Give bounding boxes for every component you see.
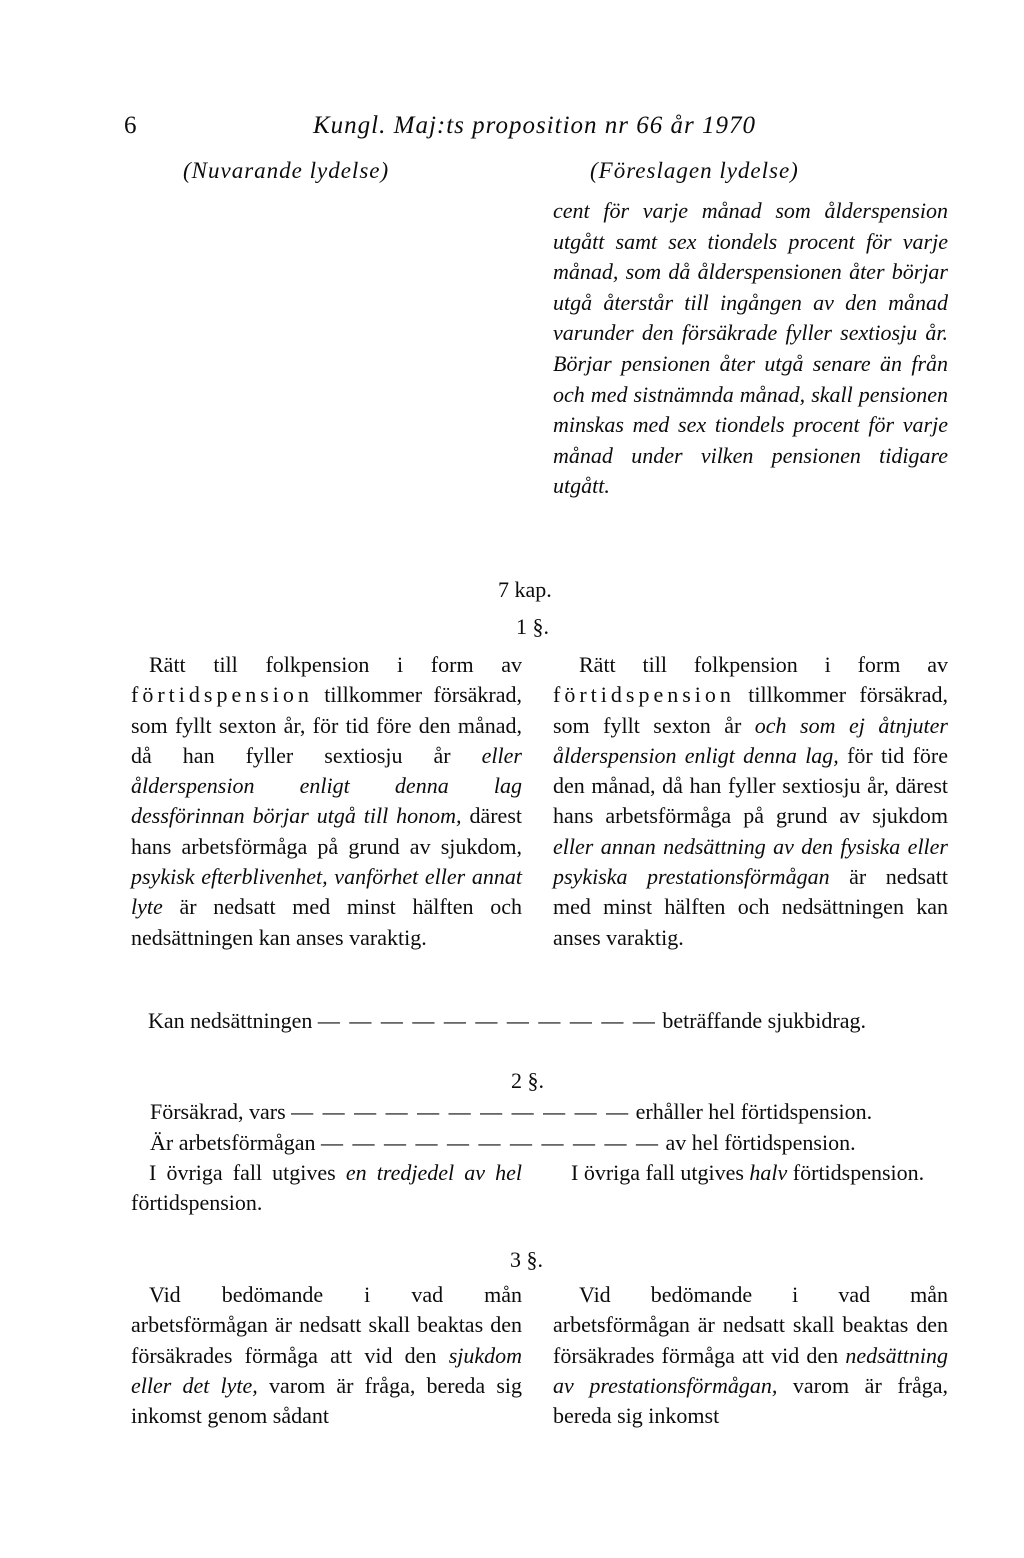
s2-left-italic: en tredjedel av hel: [345, 1160, 522, 1185]
section-2-shared-lines: [150, 1097, 872, 1158]
s2-line2-end: av hel förtidspension.: [665, 1129, 856, 1155]
s1-left-lead: Rätt till folkpension i form av: [149, 652, 522, 677]
s2-line1-end: erhåller hel förtidspension.: [635, 1099, 873, 1124]
s1-right-after: tillkommer försäkrad, som fyllt sexton år: [553, 682, 948, 738]
continuation-paragraph: [553, 196, 948, 502]
left-column-heading: (Nuvarande lydelse): [183, 158, 390, 183]
s2-left-tail: förtidspension.: [131, 1190, 263, 1216]
s2-right-italic: halv: [749, 1160, 788, 1185]
section-2-heading: 2 §.: [511, 1068, 544, 1093]
s2-line2-start: Är arbetsförmågan: [150, 1129, 316, 1155]
s3-left-lead: Vid bedömande i vad mån arbetsförmågan är nedsatt skall beaktas den försäkrades förmåga att vid den: [131, 1282, 522, 1368]
section-1-left: [131, 650, 522, 953]
s2-line1-dashes: — — — — — — — — — — —: [291, 1099, 631, 1124]
section-3-left: [131, 1280, 522, 1431]
s1-right-italic-2: eller annan nedsättning av den fysiska eller psykiska prestationsförmågan: [553, 833, 948, 890]
continuation-text: cent för varje månad som ålderspension utgått samt sex tiondels procent för varje månad, som då ålderspensionen åter börjar utgå återstår till ingången av den månad varunder den försäkrade fyller sextiosju år. Börjar pensionen åter utgå senare än från och med sistnämnda månad, skall pensionen minskas med sex tiondels procent för varje månad under vilken pensionen tidigare utgått.: [553, 198, 948, 499]
s1-left-mid: därest hans arbetsförmåga på grund av sjukdom,: [131, 803, 522, 859]
s1-right-mid: för tid före den månad, då han fyller sextiosju år, därest hans arbetsförmåga på grund av sjukdom: [553, 742, 948, 829]
page-number: 6: [124, 112, 138, 139]
s3-right-italic: nedsättning av prestationsförmågan,: [553, 1342, 948, 1398]
s1-shared-end: beträffande sjukbidrag.: [662, 1008, 866, 1033]
s1-left-after: tillkommer försäkrad, som fyllt sexton år, för tid före den månad, då han fyller sextiosju år: [131, 682, 522, 768]
s2-right-lead: I övriga fall utgives: [571, 1160, 744, 1185]
right-column-heading: (Föreslagen lydelse): [590, 158, 799, 183]
section-3-right: [553, 1280, 948, 1431]
s3-right-lead: Vid bedömande i vad mån arbetsförmågan är nedsatt skall beaktas den försäkrades förmåga att vid den: [553, 1282, 948, 1368]
s2-line2-dashes: — — — — — — — — — — —: [321, 1129, 661, 1155]
s1-right-lead: Rätt till folkpension i form av: [579, 652, 948, 677]
section-1-heading: 1 §.: [516, 614, 549, 639]
s1-left-spaced: förtidspension: [131, 682, 313, 708]
s1-left-tail: är nedsatt med minst hälften och nedsättningen kan anses varaktig.: [131, 894, 522, 950]
s3-right-tail: varom är fråga, bereda sig inkomst: [553, 1372, 949, 1429]
section-1-right: [553, 650, 948, 953]
s1-right-spaced: förtidspension: [553, 682, 735, 708]
s3-left-tail: varom är fråga, bereda sig inkomst genom sådant: [131, 1372, 522, 1429]
s2-line1-start: Försäkrad, vars: [150, 1099, 286, 1124]
s3-left-italic: sjukdom eller det lyte,: [131, 1342, 523, 1398]
section-2-right: [553, 1158, 948, 1188]
s1-right-tail: är nedsatt med minst hälften och nedsättningen kan anses varaktig.: [553, 864, 949, 950]
s1-left-italic-2: psykisk efterblivenhet, vanförhet eller annat lyte: [131, 864, 522, 920]
s1-right-italic-1: och som ej åtnjuter ålderspension enligt denna lag,: [553, 712, 948, 768]
chapter-label: 7 kap.: [498, 577, 552, 602]
s1-shared-start: Kan nedsättningen: [148, 1008, 313, 1033]
section-3-heading: 3 §.: [510, 1247, 543, 1272]
section-1-shared-line: [148, 1006, 866, 1037]
s1-shared-dashes: — — — — — — — — — — —: [317, 1008, 657, 1033]
s2-right-tail: förtidspension.: [792, 1160, 925, 1185]
s2-left-lead: I övriga fall utgives: [149, 1160, 336, 1185]
s1-left-italic-1: eller ålderspension enligt denna lag dessförinnan börjar utgå till honom,: [131, 742, 522, 829]
section-2-left: [131, 1158, 522, 1219]
page-title: Kungl. Maj:ts proposition nr 66 år 1970: [313, 112, 756, 139]
